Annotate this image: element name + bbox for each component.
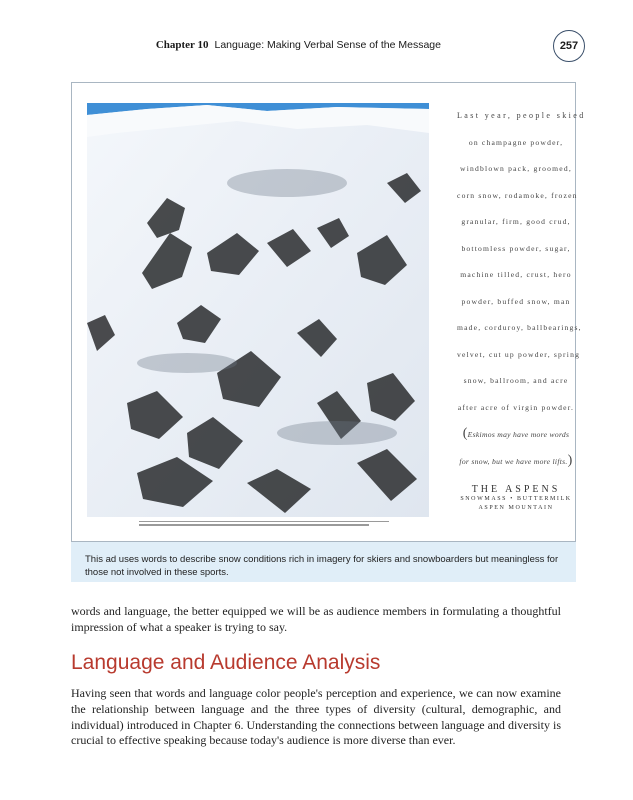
- photo-credit-fineprint: [139, 521, 389, 531]
- page-number: 257: [553, 30, 585, 62]
- ad-copy: [457, 103, 586, 513]
- section-heading: Language and Audience Analysis: [71, 651, 381, 674]
- brand-resorts-line: ASPEN MOUNTAIN: [478, 505, 554, 511]
- figure-caption: [71, 541, 576, 582]
- ad-copy-line: powder, buffed snow, man: [461, 296, 571, 306]
- ad-copy-line: velvet, cut up powder, spring: [457, 349, 581, 359]
- ad-copy-line: corn snow, rodamoke, frozen: [457, 190, 578, 200]
- ad-copy-italic-line: (Eskimos may have more words: [462, 426, 570, 441]
- snow-mountain-photo: [87, 103, 429, 517]
- mountain-illustration: [87, 103, 429, 517]
- chapter-heading: [156, 39, 441, 51]
- chapter-title: Language: Making Verbal Sense of the Message: [214, 39, 441, 51]
- ad-copy-line: Last year, people skied: [457, 111, 586, 120]
- body-paragraph: words and language, the better equipped we will be as audience members in formulating a thoughtful impression of what a speaker is trying to say.: [71, 604, 561, 634]
- ad-copy-line: snow, ballroom, and acre: [463, 376, 569, 385]
- ad-copy-line: after acre of virgin powder.: [457, 402, 575, 412]
- ad-copy-italic-line: for snow, but we have more lifts.): [459, 452, 573, 468]
- ski-advertisement: [87, 103, 586, 533]
- running-header: [0, 39, 633, 55]
- ad-copy-line: bottomless powder, sugar,: [461, 243, 571, 253]
- body-paragraph: Having seen that words and language color people's perception and experience, we can now examine the relationship between language and the three types of diversity (cultural, demographic, and individual) introduced in Chapter 6. Understanding the connections between language and diversity is crucial to effective speaking because today's audience is more diverse than ever.: [71, 686, 561, 748]
- ad-copy-line: machine tilled, crust, hero: [460, 270, 572, 279]
- brand-name: THE ASPENS: [471, 484, 561, 495]
- chapter-label: Chapter 10: [155, 39, 209, 51]
- ad-copy-line: made, corduroy, ballbearings,: [457, 323, 582, 332]
- brand-resorts-line: SNOWMASS • BUTTERMILK: [460, 496, 572, 502]
- brand-block: [457, 484, 575, 513]
- ad-copy-line: windblown pack, groomed,: [460, 164, 572, 173]
- caption-text: This ad uses words to describe snow conditions rich in imagery for skiers and snowboarders but meaningless for those not involved in these sports.: [85, 554, 559, 578]
- ad-copy-line: granular, firm, good crud,: [461, 217, 571, 226]
- ad-copy-line: on champagne powder,: [468, 137, 564, 147]
